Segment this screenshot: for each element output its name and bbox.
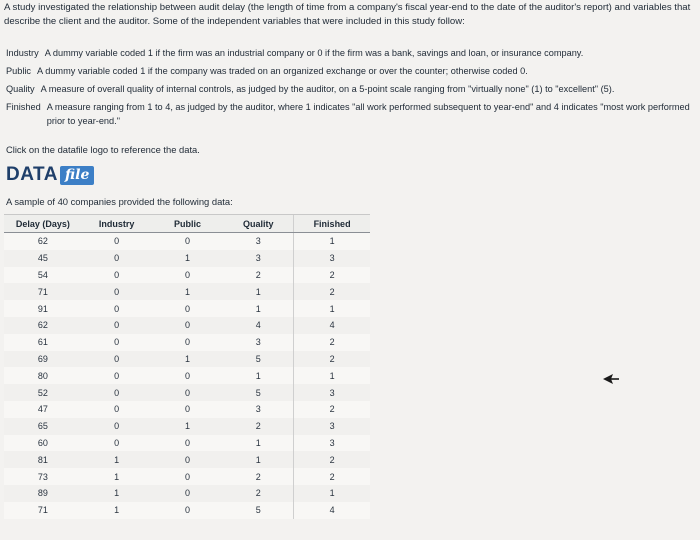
definition-term: Quality <box>6 84 35 94</box>
cell-finished: 4 <box>294 502 370 519</box>
cell-delay: 80 <box>37 370 48 381</box>
cell-public: 0 <box>184 269 190 280</box>
mouse-cursor-icon <box>601 371 621 387</box>
cell-industry: 1 <box>82 485 152 502</box>
table-row <box>4 300 370 317</box>
cell-finished: 3 <box>294 384 370 401</box>
table-row <box>4 351 370 368</box>
cell-industry: 0 <box>114 437 120 448</box>
definition-term: Industry <box>6 48 39 58</box>
definition-text: A dummy variable coded 1 if the company was traded on an organized exchange or over the counter; otherwise coded 0. <box>37 66 528 76</box>
cell-finished: 2 <box>294 351 370 368</box>
cell-delay: 62 <box>4 317 82 334</box>
cell-finished: 1 <box>294 233 370 250</box>
cell-public: 0 <box>184 437 190 448</box>
definition-public <box>6 64 696 78</box>
cell-delay: 54 <box>37 269 48 280</box>
header-quality: Quality <box>223 215 293 233</box>
cell-industry: 0 <box>82 351 152 368</box>
cell-quality: 4 <box>223 317 293 334</box>
cell-public: 1 <box>152 283 224 300</box>
cell-quality: 1 <box>255 370 261 381</box>
header-public: Public <box>152 215 224 233</box>
cell-delay: 47 <box>37 404 48 415</box>
table-row <box>4 418 370 435</box>
cell-industry: 0 <box>82 283 152 300</box>
table-body <box>4 233 370 519</box>
cell-public: 0 <box>184 471 190 482</box>
cell-public: 0 <box>184 236 190 247</box>
cell-public: 1 <box>152 250 224 267</box>
cell-industry: 0 <box>82 250 152 267</box>
cell-finished: 1 <box>294 300 370 317</box>
cell-industry: 0 <box>82 384 152 401</box>
cell-quality: 5 <box>223 384 293 401</box>
cell-delay: 71 <box>37 505 48 516</box>
cell-quality: 1 <box>255 437 261 448</box>
intro-paragraph: A study investigated the relationship between audit delay (the length of time from a company's fiscal year-end to the date of the auditor's report) and variables that describe the client and the auditor. Some of the independent variables that were included in this study follow: <box>4 2 691 27</box>
table-row <box>4 283 370 300</box>
cell-quality: 1 <box>223 283 293 300</box>
cell-quality: 1 <box>255 303 261 314</box>
definition-text: A dummy variable coded 1 if the firm was an industrial company or 0 if the firm was a bank, savings and loan, or insurance company. <box>44 48 584 58</box>
cell-public: 0 <box>184 303 190 314</box>
cell-industry: 0 <box>114 303 120 314</box>
cell-delay: 60 <box>37 437 48 448</box>
cell-finished: 3 <box>294 418 370 435</box>
table-row <box>4 267 370 284</box>
cell-finished: 2 <box>294 451 370 468</box>
cell-delay: 81 <box>4 451 82 468</box>
table-row <box>4 334 370 351</box>
cell-delay: 73 <box>37 471 48 482</box>
cell-industry: 0 <box>114 370 120 381</box>
cell-industry: 0 <box>114 337 120 348</box>
cell-quality: 5 <box>223 351 293 368</box>
definition-term: Public <box>6 66 32 76</box>
table-row <box>4 485 370 502</box>
table-row <box>4 233 370 250</box>
cell-public: 0 <box>184 505 190 516</box>
cell-quality: 2 <box>223 485 293 502</box>
cell-quality: 1 <box>223 451 293 468</box>
cell-delay: 45 <box>4 250 82 267</box>
header-industry: Industry <box>82 215 152 233</box>
cell-delay: 69 <box>4 351 82 368</box>
cell-finished: 2 <box>294 283 370 300</box>
click-instruction: Click on the datafile logo to reference the data. <box>6 144 200 155</box>
table-row <box>4 435 370 452</box>
cell-quality: 5 <box>255 505 261 516</box>
cell-delay: 91 <box>37 303 48 314</box>
cell-quality: 3 <box>255 404 261 415</box>
cell-delay: 65 <box>4 418 82 435</box>
table-row <box>4 401 370 418</box>
cell-industry: 0 <box>82 418 152 435</box>
definition-quality <box>6 82 696 96</box>
cell-public: 0 <box>184 370 190 381</box>
cell-public: 1 <box>152 351 224 368</box>
cell-delay: 61 <box>37 337 48 348</box>
variable-definitions <box>6 46 696 132</box>
cell-finished: 2 <box>294 267 370 284</box>
cell-finished: 3 <box>294 250 370 267</box>
cell-public: 0 <box>152 451 224 468</box>
definition-finished <box>6 100 696 128</box>
cell-industry: 1 <box>82 451 152 468</box>
table-row <box>4 317 370 334</box>
table-row <box>4 468 370 485</box>
cell-delay: 71 <box>4 283 82 300</box>
cell-public: 0 <box>152 317 224 334</box>
cell-industry: 0 <box>114 404 120 415</box>
cell-finished: 1 <box>294 485 370 502</box>
definition-text: A measure of overall quality of internal controls, as judged by the auditor, on a 5-point scale ranging from "virtually none" (1) to "excellent" (5). <box>40 84 615 94</box>
cell-quality: 2 <box>223 418 293 435</box>
cell-public: 0 <box>184 337 190 348</box>
table-row <box>4 367 370 384</box>
table-row <box>4 451 370 468</box>
cell-quality: 2 <box>255 269 261 280</box>
cell-industry: 1 <box>114 471 120 482</box>
cell-quality: 3 <box>223 250 293 267</box>
data-table <box>4 214 370 519</box>
table-row <box>4 384 370 401</box>
cell-finished: 1 <box>294 367 370 384</box>
cell-public: 0 <box>184 404 190 415</box>
cell-finished: 3 <box>294 435 370 452</box>
definition-text: A measure ranging from 1 to 4, as judged by the auditor, where 1 indicates "all work performed subsequent to year-end" and 4 indicates "most work performed prior to year-end." <box>46 102 690 126</box>
cell-industry: 0 <box>82 317 152 334</box>
cell-delay: 89 <box>4 485 82 502</box>
cell-industry: 0 <box>114 269 120 280</box>
header-delay: Delay (Days) <box>4 215 82 233</box>
cell-public: 0 <box>152 485 224 502</box>
cell-public: 1 <box>152 418 224 435</box>
cell-quality: 2 <box>255 471 261 482</box>
cell-finished: 2 <box>294 468 370 485</box>
cell-finished: 2 <box>294 401 370 418</box>
cell-quality: 3 <box>255 337 261 348</box>
cell-delay: 62 <box>37 236 48 247</box>
definition-term: Finished <box>6 102 41 112</box>
header-finished: Finished <box>294 215 370 233</box>
cell-finished: 4 <box>294 317 370 334</box>
cell-public: 0 <box>152 384 224 401</box>
cell-industry: 0 <box>114 236 120 247</box>
cell-finished: 2 <box>294 334 370 351</box>
table-header-row <box>4 215 370 233</box>
datafile-logo-data: DATA <box>6 164 58 185</box>
sample-description: A sample of 40 companies provided the following data: <box>6 196 233 207</box>
table-row <box>4 250 370 267</box>
datafile-logo-file: file <box>60 166 94 185</box>
definition-industry <box>6 46 696 60</box>
table-row <box>4 502 370 519</box>
cell-industry: 1 <box>114 505 120 516</box>
datafile-logo-button[interactable] <box>6 163 94 187</box>
cell-quality: 3 <box>255 236 261 247</box>
cell-delay: 52 <box>4 384 82 401</box>
